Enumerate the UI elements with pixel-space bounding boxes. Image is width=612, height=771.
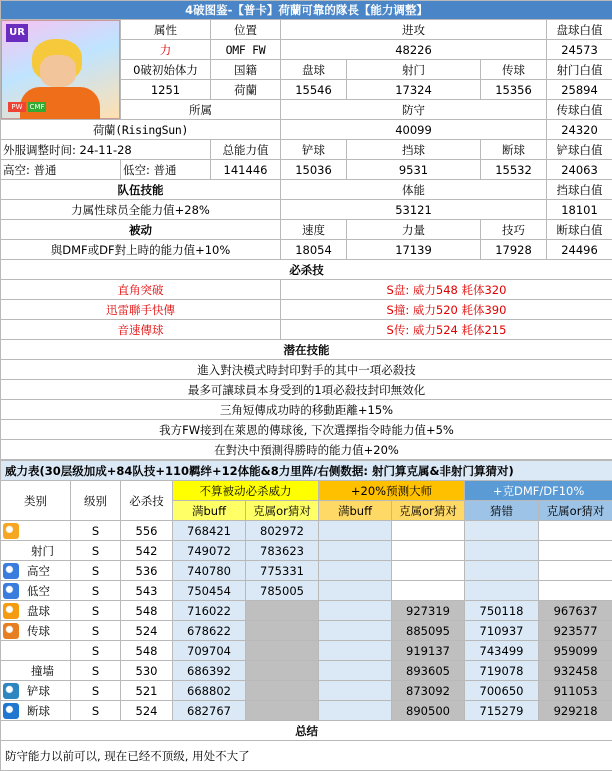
pos-header: 位置	[211, 20, 281, 40]
shoot-white-header: 射门白值	[547, 60, 612, 80]
power-row-value-3	[319, 601, 392, 621]
power-row-value-1: 668802	[173, 681, 246, 701]
power-row-value-2: 775331	[246, 561, 319, 581]
power-row-value-2	[246, 681, 319, 701]
power-row-value-4: 927319	[392, 601, 465, 621]
power-row-value-5	[465, 521, 539, 541]
special-detail-2: S撞: 威力520 耗体390	[281, 300, 612, 320]
pw-badge: PW	[8, 102, 26, 112]
col-type: 类别	[1, 481, 71, 521]
team-header: 所属	[121, 100, 281, 120]
power-row	[1, 581, 612, 601]
sub-wrong-guess: 猜错	[465, 501, 539, 521]
intercept-white-header: 断球白值	[547, 220, 612, 240]
power-row-value-1: 716022	[173, 601, 246, 621]
shoot-icon	[3, 523, 19, 539]
power-row-level: S	[71, 601, 121, 621]
air-icon	[3, 583, 19, 599]
power-row-type	[1, 581, 71, 601]
power-row-value-6	[539, 541, 612, 561]
power-row-value-4	[392, 561, 465, 581]
intercept-value: 15532	[481, 160, 547, 180]
power-row-value-2: 783623	[246, 541, 319, 561]
power-row-level: S	[71, 641, 121, 661]
power-row-value-3	[319, 661, 392, 681]
shoot-white-value: 25894	[547, 80, 612, 100]
shoot-value: 17324	[347, 80, 481, 100]
power-row-level: S	[71, 701, 121, 721]
air-icon	[3, 563, 19, 579]
power-row-value-3	[319, 641, 392, 661]
col-skill: 必杀技	[121, 481, 173, 521]
power-row-value-5: 743499	[465, 641, 539, 661]
special-name-2: 迅雷聯手快傳	[1, 300, 281, 320]
intercept-white-value: 24496	[547, 240, 612, 260]
power-row-value-4: 885095	[392, 621, 465, 641]
group-predict-master: +20%预测大师	[319, 481, 465, 501]
power-header: 力量	[347, 220, 481, 240]
power-row-value-1: 749072	[173, 541, 246, 561]
intercept-icon	[3, 703, 19, 719]
attr-value: 力	[121, 40, 211, 60]
power-row-value-5: 750118	[465, 601, 539, 621]
team-skill-header: 队伍技能	[1, 180, 281, 200]
sub-counter-1: 克属or猜对	[246, 501, 319, 521]
power-row-value-1: 686392	[173, 661, 246, 681]
power-row-type-label: 射门	[31, 544, 54, 558]
power-row-value-5: 719078	[465, 661, 539, 681]
power-row-value-4	[392, 581, 465, 601]
latent-item-2: 最多可讓球員本身受到的1項必殺技封印無效化	[1, 380, 612, 400]
power-row	[1, 661, 612, 681]
power-row-skill: 548	[121, 641, 173, 661]
power-row-value-5: 715279	[465, 701, 539, 721]
power-row-value-4	[392, 541, 465, 561]
power-row-type-label: 高空	[27, 564, 50, 578]
power-row-type	[1, 641, 71, 661]
power-row-value-6: 923577	[539, 621, 612, 641]
power-row-level: S	[71, 541, 121, 561]
block-white-value: 18101	[547, 200, 612, 220]
power-row-value-1: 682767	[173, 701, 246, 721]
power-row-value-4: 890500	[392, 701, 465, 721]
power-row-value-6	[539, 561, 612, 581]
team-skill-value: 力属性球员全能力值+28%	[1, 200, 281, 220]
col-level: 级别	[71, 481, 121, 521]
special-detail-1: S盘: 威力548 耗体320	[281, 280, 612, 300]
sub-counter-2: 克属or猜对	[392, 501, 465, 521]
power-row	[1, 621, 612, 641]
power-row-value-6	[539, 521, 612, 541]
power-row-type-label: 断球	[27, 704, 50, 718]
power-row	[1, 681, 612, 701]
power-row-value-4	[392, 521, 465, 541]
power-row-value-2	[246, 701, 319, 721]
power-row-type-label: 传球	[27, 624, 50, 638]
sub-full-buff-1: 满buff	[173, 501, 246, 521]
attack-white-header: 盘球白值	[547, 20, 612, 40]
power-row-value-1: 678622	[173, 621, 246, 641]
power-row-skill: 524	[121, 621, 173, 641]
block-header: 挡球	[347, 140, 481, 160]
power-row-skill: 521	[121, 681, 173, 701]
power-row	[1, 561, 612, 581]
defense-header: 防守	[281, 100, 547, 120]
pass-icon	[3, 623, 19, 639]
pass-header: 传球	[481, 60, 547, 80]
physical-value: 53121	[281, 200, 547, 220]
power-row-value-3	[319, 541, 392, 561]
power-row-type	[1, 561, 71, 581]
server-date: 外服调整时间: 24-11-28	[1, 140, 211, 160]
low-ball: 低空: 普通	[121, 160, 211, 180]
special-detail-3: S传: 威力524 耗体215	[281, 320, 612, 340]
power-row-type-label: 撞墙	[31, 664, 54, 678]
power-row	[1, 601, 612, 621]
dribble-value: 15546	[281, 80, 347, 100]
power-row-value-2	[246, 601, 319, 621]
attack-value: 48226	[281, 40, 547, 60]
power-row-value-3	[319, 681, 392, 701]
tackle-icon	[3, 683, 19, 699]
power-row-skill: 524	[121, 701, 173, 721]
power-row-type-label: 铲球	[27, 684, 50, 698]
pass-value: 15356	[481, 80, 547, 100]
card-portrait	[1, 20, 121, 120]
team-value: 荷蘭(RisingSun)	[1, 120, 281, 140]
card-image	[1, 20, 120, 119]
high-ball: 高空: 普通	[1, 160, 121, 180]
attr-header: 属性	[121, 20, 211, 40]
special-name-3: 音速傳球	[1, 320, 281, 340]
group-no-passive: 不算被动必杀威力	[173, 481, 319, 501]
power-row-value-2	[246, 621, 319, 641]
power-row-skill: 530	[121, 661, 173, 681]
latent-item-4: 我方FW接到在萊恩的傳球後, 下次選擇指令時能力值+5%	[1, 420, 612, 440]
power-row-value-1: 740780	[173, 561, 246, 581]
dribble-header: 盘球	[281, 60, 347, 80]
power-row-value-1: 709704	[173, 641, 246, 661]
page-title: 4破图鉴-【普卡】荷蘭可靠的隊長【能力调整】	[1, 1, 612, 20]
power-row-value-6: 967637	[539, 601, 612, 621]
passive-value: 與DMF或DF對上時的能力值+10%	[1, 240, 281, 260]
power-row-value-3	[319, 581, 392, 601]
tackle-header: 铲球	[281, 140, 347, 160]
rarity-badge: UR	[6, 24, 28, 42]
power-row-value-2	[246, 641, 319, 661]
tackle-white-value: 24063	[547, 160, 612, 180]
power-row-value-2: 785005	[246, 581, 319, 601]
power-row-value-1: 750454	[173, 581, 246, 601]
power-row-level: S	[71, 681, 121, 701]
power-row-type-label: 低空	[27, 584, 50, 598]
power-row-value-3	[319, 521, 392, 541]
power-row	[1, 701, 612, 721]
pos-value: OMF FW	[211, 40, 281, 60]
latent-item-1: 進入對決模式時封印對手的其中一項必殺技	[1, 360, 612, 380]
nation-header: 国籍	[211, 60, 281, 80]
power-row-value-3	[319, 561, 392, 581]
power-row-value-2	[246, 661, 319, 681]
power-row-value-1: 768421	[173, 521, 246, 541]
power-row-value-3	[319, 701, 392, 721]
power-row-level: S	[71, 521, 121, 541]
specials-header: 必杀技	[1, 260, 612, 280]
power-row-skill: 548	[121, 601, 173, 621]
technique-header: 技巧	[481, 220, 547, 240]
power-table-header: 威力表(30层级加成+84队技+110羁绊+12体能&8力里阵/右侧数据: 射门算克属&非射门算猜对)	[1, 461, 612, 481]
power-row-type	[1, 521, 71, 541]
power-row-value-6	[539, 581, 612, 601]
attack-header: 进攻	[281, 20, 547, 40]
speed-value: 18054	[281, 240, 347, 260]
tackle-value: 15036	[281, 160, 347, 180]
power-row-value-6: 911053	[539, 681, 612, 701]
power-row-level: S	[71, 621, 121, 641]
tackle-white-header: 铲球白值	[547, 140, 612, 160]
power-row-type	[1, 621, 71, 641]
power-row-value-5: 700650	[465, 681, 539, 701]
power-row-type	[1, 541, 71, 561]
power-row-skill: 542	[121, 541, 173, 561]
passive-header: 被动	[1, 220, 281, 240]
power-row	[1, 541, 612, 561]
cmf-badge: CMF	[28, 102, 46, 112]
power-row-value-5	[465, 561, 539, 581]
dribble-icon	[3, 603, 19, 619]
power-row-value-6: 929218	[539, 701, 612, 721]
block-white-header: 挡球白值	[547, 180, 612, 200]
sub-counter-3: 克属or猜对	[539, 501, 612, 521]
power-row-type	[1, 661, 71, 681]
power-row-level: S	[71, 661, 121, 681]
power-row	[1, 521, 612, 541]
power-row-value-5: 710937	[465, 621, 539, 641]
power-row-type-label: 盘球	[27, 604, 50, 618]
technique-value: 17928	[481, 240, 547, 260]
power-table	[0, 460, 612, 771]
power-row-skill: 543	[121, 581, 173, 601]
intercept-header: 断球	[481, 140, 547, 160]
power-row	[1, 641, 612, 661]
latent-item-3: 三角短傳成功時的移動距離+15%	[1, 400, 612, 420]
pass-white-header: 传球白值	[547, 100, 612, 120]
power-row-level: S	[71, 561, 121, 581]
power-row-value-5	[465, 541, 539, 561]
power-row-level: S	[71, 581, 121, 601]
power-row-value-6: 959099	[539, 641, 612, 661]
power-row-value-3	[319, 621, 392, 641]
power-row-value-4: 919137	[392, 641, 465, 661]
power-row-type	[1, 681, 71, 701]
stamina-header: 0破初始体力	[121, 60, 211, 80]
stamina-value: 1251	[121, 80, 211, 100]
summary-header: 总结	[1, 721, 612, 741]
attack-white-value: 24573	[547, 40, 612, 60]
group-counter-dmf: +克DMF/DF10%	[465, 481, 612, 501]
total-header: 总能力值	[211, 140, 281, 160]
summary-text: 防守能力以前可以, 现在已经不顶级, 用处不大了	[1, 741, 612, 771]
shoot-header: 射门	[347, 60, 481, 80]
power-row-value-5	[465, 581, 539, 601]
power-row-value-6: 932458	[539, 661, 612, 681]
speed-header: 速度	[281, 220, 347, 240]
nation-value: 荷蘭	[211, 80, 281, 100]
power-row-type	[1, 601, 71, 621]
power-value: 17139	[347, 240, 481, 260]
latent-item-5: 在對決中預測得勝時的能力值+20%	[1, 440, 612, 460]
latent-header: 潜在技能	[1, 340, 612, 360]
power-row-value-2: 802972	[246, 521, 319, 541]
total-value: 141446	[211, 160, 281, 180]
defense-value: 40099	[281, 120, 547, 140]
pass-white-value: 24320	[547, 120, 612, 140]
power-row-value-4: 893605	[392, 661, 465, 681]
power-row-skill: 536	[121, 561, 173, 581]
power-row-skill: 556	[121, 521, 173, 541]
power-row-value-4: 873092	[392, 681, 465, 701]
power-row-type	[1, 701, 71, 721]
sub-full-buff-2: 满buff	[319, 501, 392, 521]
block-value: 9531	[347, 160, 481, 180]
physical-header: 体能	[281, 180, 547, 200]
special-name-1: 直角突破	[1, 280, 281, 300]
